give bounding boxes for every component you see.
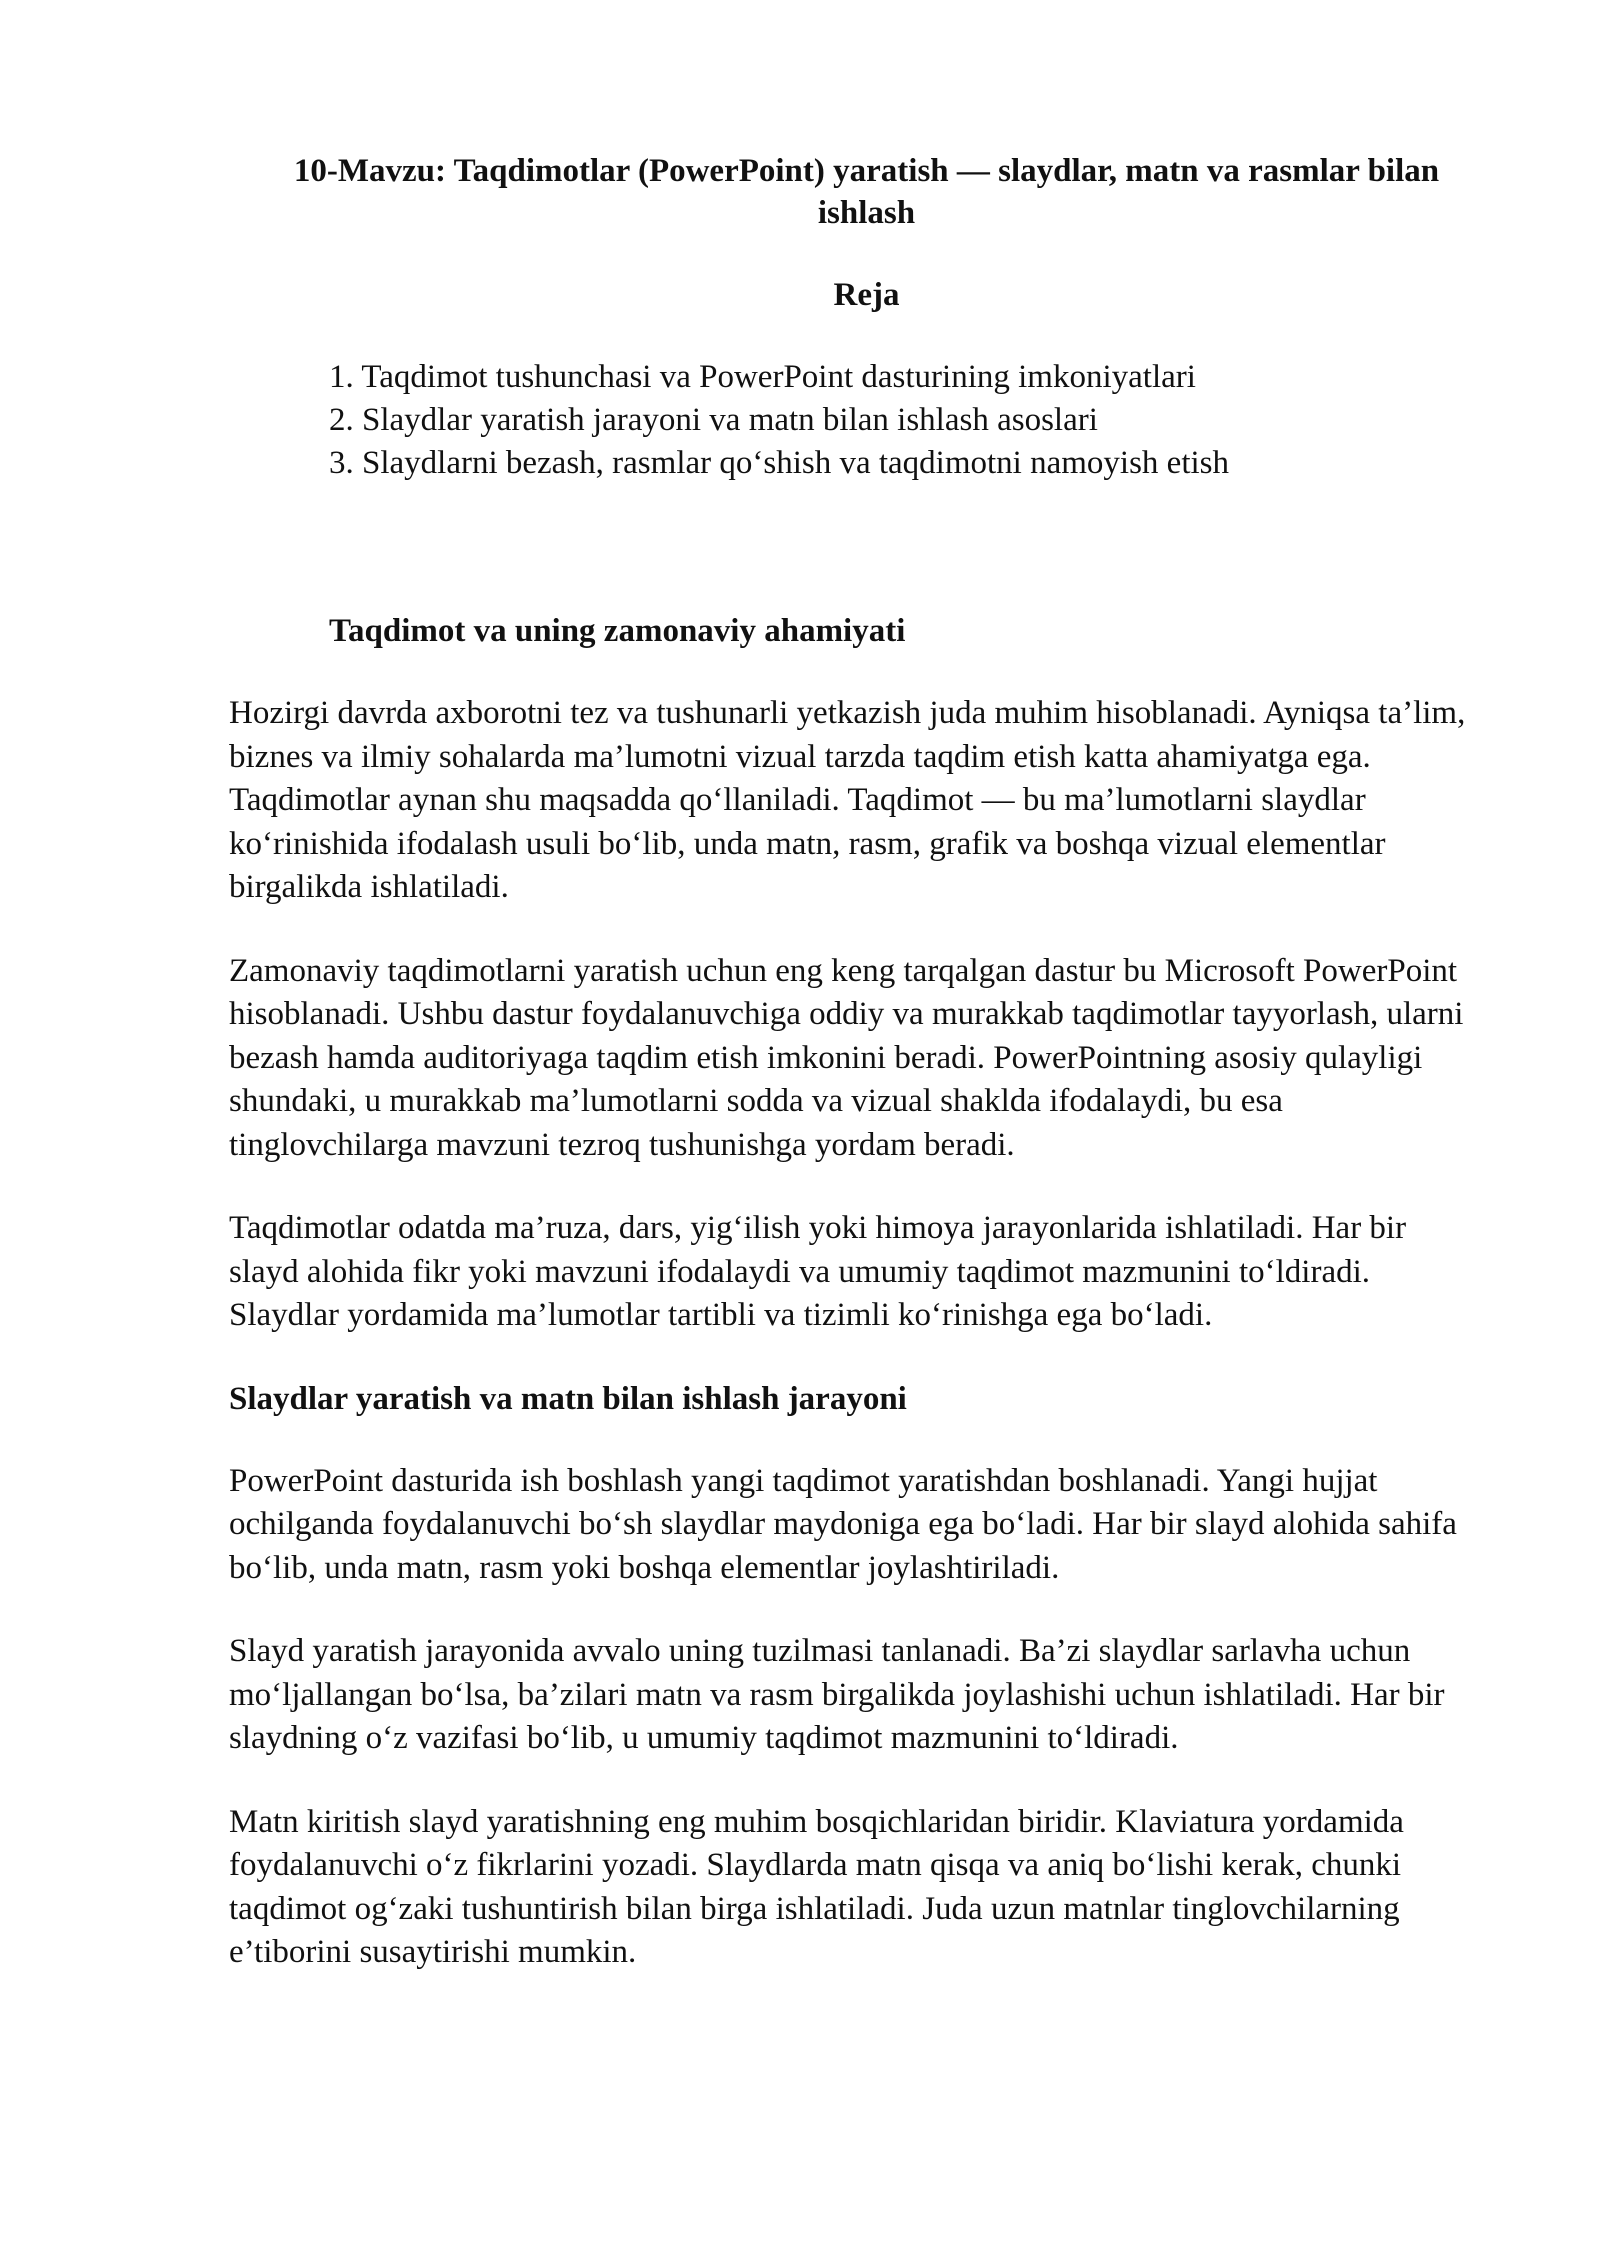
plan-item-number: 1. xyxy=(329,359,354,395)
plan-list xyxy=(229,356,1504,485)
plan-item xyxy=(329,399,1504,442)
document-title: 10-Mavzu: Taqdimotlar (PowerPoint) yaratish — slaydlar, matn va rasmlar bilan ishlash xyxy=(293,153,1440,231)
body-paragraph: Zamonaviy taqdimotlarni yaratish uchun eng keng tarqalgan dastur bu Microsoft PowerPoint hisoblanadi. Ushbu dastur foydalanuvchiga oddiy va murakkab taqdimotlar tayyorlash, ularni bezash hamda auditoriyaga taqdim etish imkonini beradi. PowerPointning asosiy qulayligi shundaki, u murakkab ma’lumotlarni sodda va vizual shaklda ifodalaydi, bu esa tinglovchilarga mavzuni tezroq tushunishga yordam beradi. xyxy=(229,952,1464,1163)
document-content xyxy=(229,150,1504,1975)
plan-item xyxy=(329,442,1504,485)
plan-item-text: Slaydlarni bezash, rasmlar qo‘shish va taqdimotni namoyish etish xyxy=(362,445,1230,481)
plan-item-text: Taqdimot tushunchasi va PowerPoint dasturining imkoniyatlari xyxy=(361,359,1196,395)
section-heading: Taqdimot va uning zamonaviy ahamiyati xyxy=(329,613,906,649)
body-paragraph: Taqdimotlar odatda ma’ruza, dars, yig‘ilish yoki himoya jarayonlarida ishlatiladi. Har bir slayd alohida fikr yoki mavzuni ifodalaydi va umumiy taqdimot mazmunini to‘ldiradi. Slaydlar yordamida ma’lumotlar tartibli va tizimli ko‘rinishga ega bo‘ladi. xyxy=(229,1210,1407,1333)
plan-item-number: 3. xyxy=(329,445,354,481)
body-paragraph: Slayd yaratish jarayonida avvalo uning tuzilmasi tanlanadi. Ba’zi slaydlar sarlavha uchun mo‘ljallangan bo‘lsa, ba’zilari matn va rasm birgalikda joylashishi uchun ishlatiladi. Har bir slaydning o‘z vazifasi bo‘lib, u umumiy taqdimot mazmunini to‘ldiradi. xyxy=(229,1633,1445,1756)
plan-item-number: 2. xyxy=(329,402,354,438)
body-paragraph: Matn kiritish slayd yaratishning eng muhim bosqichlaridan biridir. Klaviatura yordamida foydalanuvchi o‘z fikrlarini yozadi. Slaydlarda matn qisqa va aniq bo‘lishi kerak, chunki taqdimot og‘zaki tushuntirish bilan birga ishlatiladi. Juda uzun matnlar tinglovchilarning e’tiborini susaytirishi mumkin. xyxy=(229,1803,1404,1970)
plan-item-text: Slaydlar yaratish jarayoni va matn bilan ishlash asoslari xyxy=(362,402,1098,438)
plan-heading: Reja xyxy=(833,277,900,313)
plan-item xyxy=(329,356,1504,399)
body-paragraph: PowerPoint dasturida ish boshlash yangi taqdimot yaratishdan boshlanadi. Yangi hujjat ochilganda foydalanuvchi bo‘sh slaydlar maydoniga ega bo‘ladi. Har bir slayd alohida sahifa bo‘lib, unda matn, rasm yoki boshqa elementlar joylashtiriladi. xyxy=(229,1462,1457,1586)
body-paragraph: Hozirgi davrda axborotni tez va tushunarli yetkazish juda muhim hisoblanadi. Ayniqsa ta’lim, biznes va ilmiy sohalarda ma’lumotni vizual tarzda taqdim etish katta ahamiyatga ega. Taqdimotlar aynan shu maqsadda qo‘llaniladi. Taqdimot — bu ma’lumotlarni slaydlar ko‘rinishida ifodalash usuli bo‘lib, unda matn, rasm, grafik va boshqa vizual elementlar birgalikda ishlatiladi. xyxy=(229,695,1466,905)
section-heading: Slaydlar yaratish va matn bilan ishlash jarayoni xyxy=(229,1380,907,1417)
